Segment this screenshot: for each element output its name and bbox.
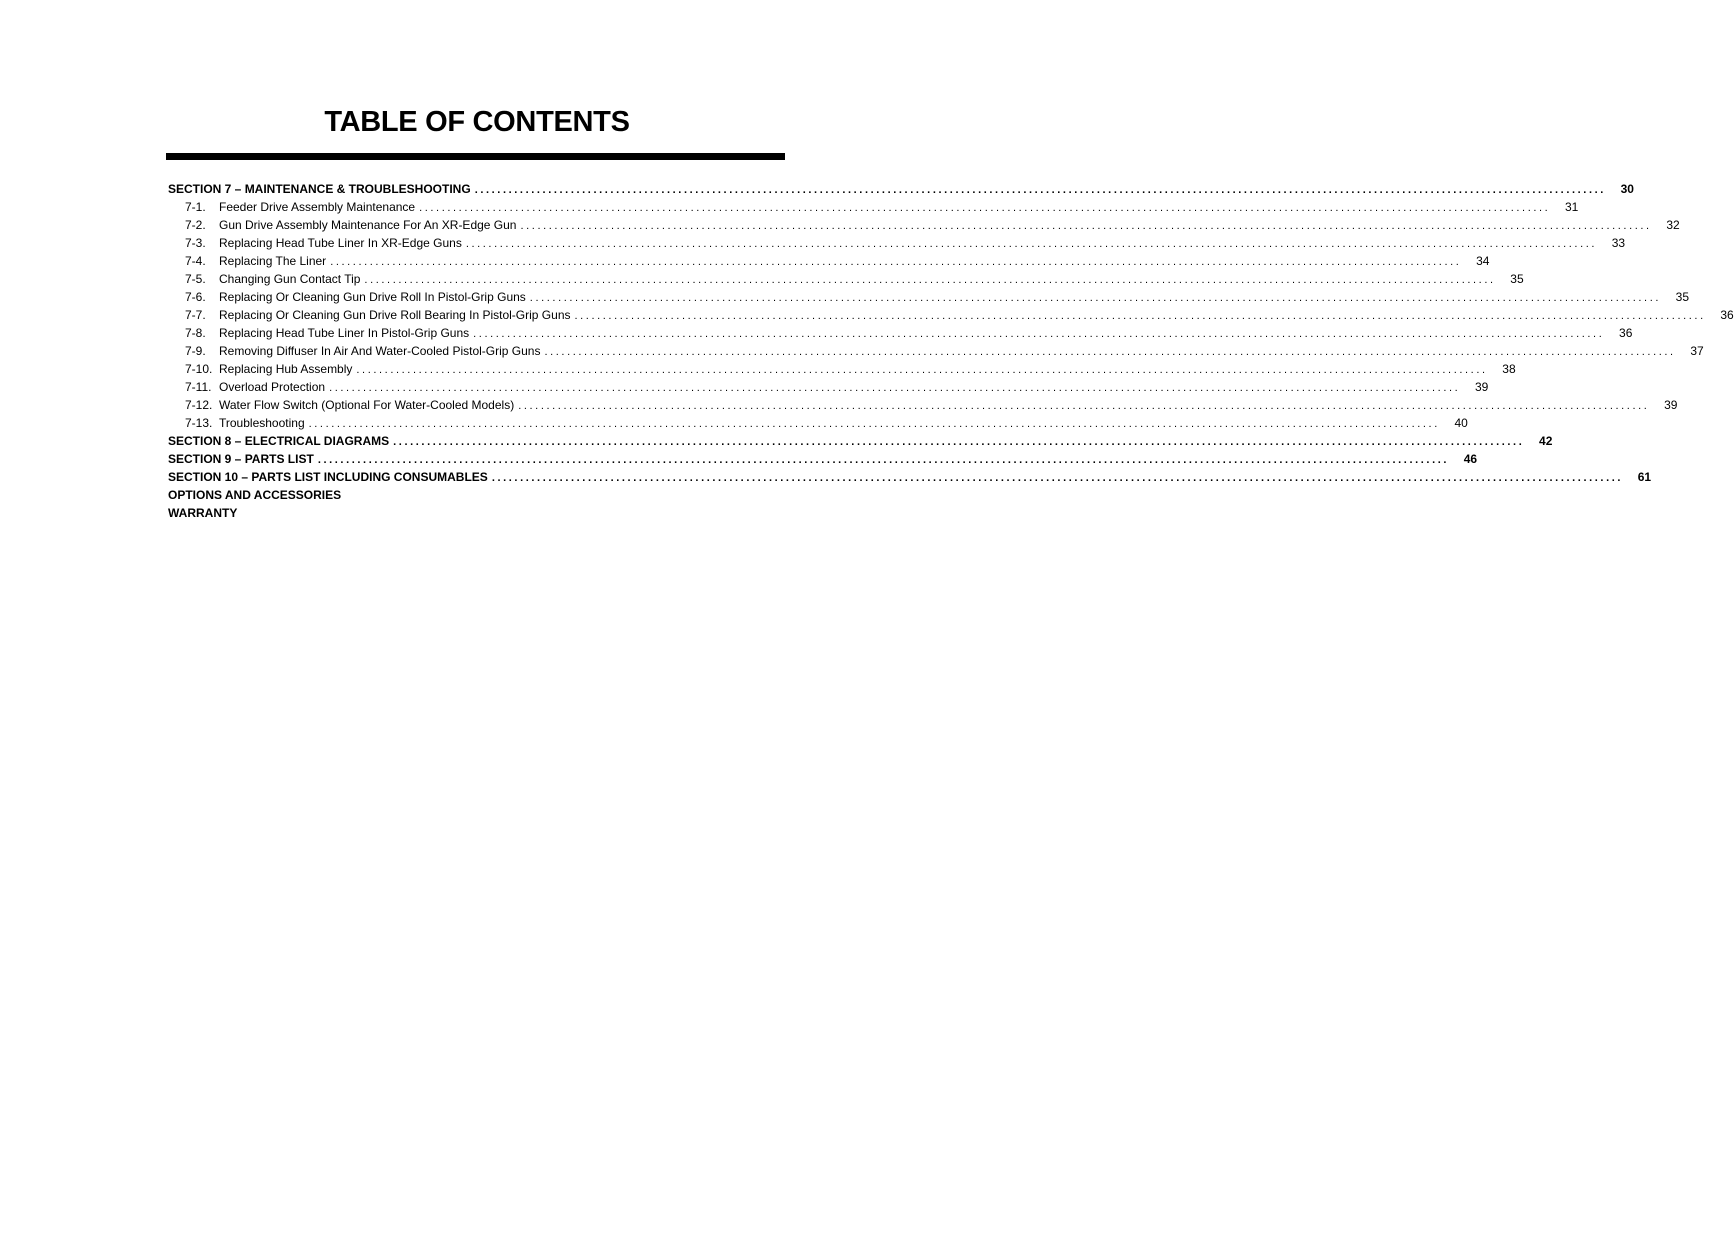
toc-entry-title: Changing Gun Contact Tip (219, 272, 361, 286)
toc-entry-title: Overload Protection (219, 380, 326, 394)
toc-entry-title: Replacing The Liner (219, 254, 327, 268)
toc-section-entry[interactable] (168, 504, 784, 522)
toc-page-number: 36 (1720, 308, 1734, 322)
toc-section-entry[interactable] (168, 180, 1634, 198)
toc-dot-leader: ........................................................................................................................................................................................................ (574, 310, 1706, 322)
toc-dot-leader: ........................................................................................................................................................................................................ (465, 238, 1598, 250)
toc-page-number: 40 (1454, 416, 1468, 430)
toc-entry-title: Replacing Head Tube Liner In Pistol-Grip Guns (219, 326, 470, 340)
toc-page-number: 38 (1502, 362, 1516, 376)
toc-subsection-entry[interactable] (168, 270, 1524, 288)
toc-entry-title: Removing Diffuser In Air And Water-Cooled Pistol-Grip Guns (219, 344, 541, 358)
toc-entry-number: 7-2. (185, 218, 206, 232)
toc-entry-title: Replacing Or Cleaning Gun Drive Roll In Pistol-Grip Guns (219, 290, 526, 304)
toc-dot-leader: ........................................................................................................................................................................................................ (491, 472, 1624, 484)
toc-entry-number: 7-6. (185, 290, 206, 304)
toc-subsection-entry[interactable] (168, 234, 1626, 252)
toc-section-entry[interactable] (168, 450, 1478, 468)
toc-dot-leader: ........................................................................................................................................................................................................ (520, 220, 1652, 232)
toc-entry-number: 7-3. (185, 236, 206, 250)
toc-entry-number: 7-10. (185, 362, 213, 376)
toc-entry-title: WARRANTY (168, 506, 238, 520)
toc-page-number: 31 (1564, 200, 1579, 214)
toc-entry-number: 7-13. (185, 416, 213, 430)
toc-page-number: 39 (1474, 380, 1489, 394)
toc-subsection-entry[interactable] (168, 324, 1633, 342)
toc-entry-title: Replacing Head Tube Liner In XR-Edge Guns (219, 236, 462, 250)
toc-subsection-entry[interactable] (168, 360, 1516, 378)
toc-entry-title: SECTION 7 – MAINTENANCE & TROUBLESHOOTING (168, 182, 471, 196)
toc-entry-number: 7-7. (185, 308, 206, 322)
toc-subsection-entry[interactable] (168, 198, 1579, 216)
toc-entry-title: OPTIONS AND ACCESSORIES (168, 488, 342, 502)
toc-subsection-entry[interactable] (168, 288, 1690, 306)
toc-subsection-entry[interactable] (168, 342, 1704, 360)
toc-page-number: 46 (1463, 452, 1478, 466)
toc-entry-title: Replacing Hub Assembly (219, 362, 353, 376)
toc-page-number: 39 (1664, 398, 1678, 412)
toc-subsection-entry[interactable] (168, 414, 1468, 432)
toc-dot-leader: ........................................................................................................................................................................................................ (419, 202, 1551, 214)
toc-entry-number: 7-5. (185, 272, 206, 286)
toc-dot-leader: ........................................................................................................................................................................................................ (356, 364, 1488, 376)
toc-dot-leader: ........................................................................................................................................................................................................ (364, 274, 1496, 286)
toc-page-number: 32 (1666, 218, 1680, 232)
toc-entry-title: Gun Drive Assembly Maintenance For An XR-Edge Gun (219, 218, 517, 232)
toc-entry-number: 7-8. (185, 326, 206, 340)
toc-entry-title: Troubleshooting (219, 416, 305, 430)
toc-subsection-entry[interactable] (168, 216, 1680, 234)
toc-page-number: 61 (1637, 470, 1652, 484)
toc-entry-title: SECTION 8 – ELECTRICAL DIAGRAMS (168, 434, 390, 448)
toc-entry-title: Feeder Drive Assembly Maintenance (219, 200, 416, 214)
toc-subsection-entry[interactable] (168, 306, 1734, 324)
toc-subsection-entry[interactable] (168, 396, 1678, 414)
page-title: TABLE OF CONTENTS (324, 106, 630, 138)
toc-entry-number: 7-11. (185, 380, 212, 394)
toc-section-entry[interactable] (168, 486, 784, 504)
toc-entry-title: SECTION 10 – PARTS LIST INCLUDING CONSUMABLES (168, 470, 488, 484)
toc-entry-title: Replacing Or Cleaning Gun Drive Roll Bearing In Pistol-Grip Guns (219, 308, 571, 322)
toc-page-number: 35 (1510, 272, 1524, 286)
toc-dot-leader: ........................................................................................................................................................................................................ (329, 382, 1461, 394)
toc-dot-leader: ........................................................................................................................................................................................................ (474, 184, 1606, 196)
toc-page-number: 34 (1476, 254, 1490, 268)
table-of-contents (168, 180, 1734, 522)
toc-page-number: 35 (1675, 290, 1690, 304)
toc-entry-title: Water Flow Switch (Optional For Water-Cooled Models) (219, 398, 515, 412)
toc-dot-leader: ........................................................................................................................................................................................................ (393, 436, 1525, 448)
toc-dot-leader: ........................................................................................................................................................................................................ (473, 328, 1605, 340)
toc-dot-leader: ........................................................................................................................................................................................................ (317, 454, 1450, 466)
toc-page-number: 33 (1611, 236, 1626, 250)
title-rule (166, 153, 785, 160)
toc-entry-title: SECTION 9 – PARTS LIST (168, 452, 314, 466)
toc-section-entry[interactable] (168, 432, 1553, 450)
toc-dot-leader: ........................................................................................................................................................................................................ (529, 292, 1662, 304)
toc-page-number: 37 (1690, 344, 1704, 358)
toc-entry-number: 7-4. (185, 254, 206, 268)
toc-section-entry[interactable] (168, 468, 1652, 486)
toc-dot-leader: ........................................................................................................................................................................................................ (330, 256, 1462, 268)
toc-entry-number: 7-9. (185, 344, 206, 358)
toc-page-number: 30 (1620, 182, 1634, 196)
toc-subsection-entry[interactable] (168, 378, 1489, 396)
toc-subsection-entry[interactable] (168, 252, 1490, 270)
toc-page-number: 36 (1619, 326, 1633, 340)
toc-dot-leader: ........................................................................................................................................................................................................ (308, 418, 1440, 430)
toc-dot-leader: ........................................................................................................................................................................................................ (544, 346, 1676, 358)
toc-dot-leader: ........................................................................................................................................................................................................ (518, 400, 1650, 412)
toc-entry-number: 7-12. (185, 398, 213, 412)
toc-entry-number: 7-1. (185, 200, 206, 214)
toc-page-number: 42 (1539, 434, 1553, 448)
